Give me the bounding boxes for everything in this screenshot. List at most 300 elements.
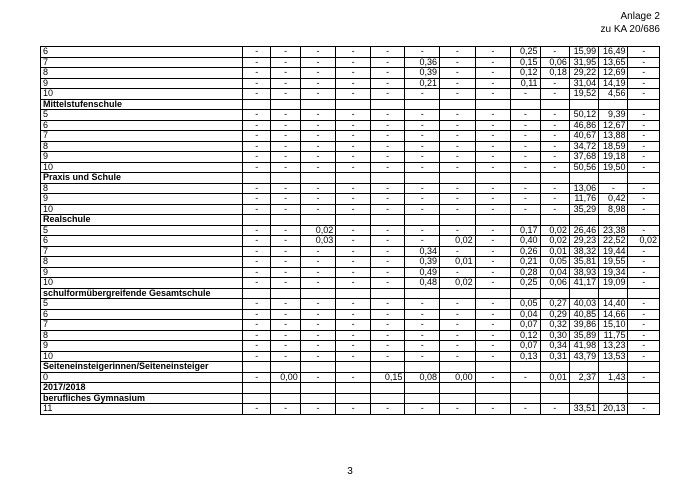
empty-cell [540,173,569,184]
empty-cell [243,393,271,404]
table-cell: 0,02 [440,278,476,289]
table-cell: 13,53 [599,351,628,362]
empty-cell [511,383,540,394]
empty-cell [243,215,271,226]
row-label: 8 [41,330,243,341]
table-cell: - [300,267,336,278]
table-cell: - [300,372,336,383]
row-label: 8 [41,68,243,79]
table-cell: 23,38 [599,225,628,236]
empty-cell [440,383,476,394]
table-cell: - [440,404,476,415]
table-cell: - [370,131,405,142]
table-cell: 0,48 [405,278,440,289]
table-cell: - [440,341,476,352]
table-cell: - [271,267,300,278]
table-cell: - [243,257,271,268]
table-cell: - [628,141,660,152]
row-label: 5 [41,225,243,236]
empty-cell [336,288,371,299]
empty-cell [569,288,598,299]
table-cell: - [243,225,271,236]
table-cell: - [540,194,569,205]
table-cell: - [628,225,660,236]
table-cell: 50,56 [569,162,598,173]
table-row [41,299,660,310]
table-cell: - [475,246,511,257]
table-cell: - [300,141,336,152]
row-label: 11 [41,404,243,415]
table-cell: - [271,110,300,121]
empty-cell [405,173,440,184]
table-cell: - [243,351,271,362]
table-cell: - [271,351,300,362]
empty-cell [440,393,476,404]
table-row [41,404,660,415]
table-cell: - [628,257,660,268]
empty-cell [370,215,405,226]
table-cell: - [370,152,405,163]
row-label: 7 [41,246,243,257]
table-cell: - [475,162,511,173]
table-cell: 14,19 [599,78,628,89]
table-row [41,267,660,278]
table-cell: 0,34 [405,246,440,257]
table-cell: - [511,204,540,215]
table-cell: 38,93 [569,267,598,278]
table-cell: 15,99 [569,47,598,58]
empty-cell [628,383,660,394]
table-cell: - [243,47,271,58]
table-cell: - [243,236,271,247]
table-cell: - [511,110,540,121]
table-cell: 0,27 [540,299,569,310]
attachment-reference: zu KA 20/686 [600,24,660,35]
section-heading: berufliches Gymnasium [41,393,243,404]
table-cell: - [370,57,405,68]
page-number: 3 [347,466,353,477]
table-cell: - [540,120,569,131]
table-cell: - [440,47,476,58]
table-cell: - [271,246,300,257]
empty-cell [243,99,271,110]
empty-cell [540,99,569,110]
table-cell: - [300,341,336,352]
table-cell: - [271,299,300,310]
table-row [41,257,660,268]
table-cell: - [628,120,660,131]
table-row [41,225,660,236]
empty-cell [271,393,300,404]
row-label: 5 [41,110,243,121]
row-label: 9 [41,267,243,278]
empty-cell [540,215,569,226]
table-cell: - [300,351,336,362]
empty-cell [511,393,540,404]
table-row [41,141,660,152]
table-cell: - [370,257,405,268]
table-cell: - [370,236,405,247]
row-label: 7 [41,131,243,142]
table-row [41,47,660,58]
section-heading: Praxis und Schule [41,173,243,184]
table-cell: - [370,330,405,341]
table-cell: 0,31 [540,351,569,362]
table-cell: - [475,278,511,289]
empty-cell [370,362,405,373]
table-cell: - [405,152,440,163]
table-cell: 0,07 [511,320,540,331]
table-cell: - [405,299,440,310]
row-label: 10 [41,162,243,173]
table-cell: - [243,141,271,152]
table-cell: - [475,57,511,68]
table-cell: - [300,204,336,215]
table-cell: 0,02 [440,236,476,247]
row-label: 8 [41,141,243,152]
table-cell: 46,86 [569,120,598,131]
row-label: 10 [41,204,243,215]
table-cell: 33,51 [569,404,598,415]
table-cell: - [300,152,336,163]
table-cell: 0,42 [599,194,628,205]
table-cell: 0,12 [511,330,540,341]
table-cell: - [440,267,476,278]
empty-cell [569,99,598,110]
table-cell: - [370,89,405,100]
row-label: 10 [41,89,243,100]
empty-cell [271,288,300,299]
table-cell: - [300,278,336,289]
table-cell: - [628,110,660,121]
row-label: 7 [41,57,243,68]
empty-cell [440,173,476,184]
table-cell: - [243,309,271,320]
empty-cell [511,362,540,373]
empty-cell [243,173,271,184]
table-cell: - [475,309,511,320]
table-cell: 50,12 [569,110,598,121]
table-cell: - [300,404,336,415]
section-heading-row [41,215,660,226]
table-cell: - [336,404,371,415]
table-cell: - [370,341,405,352]
empty-cell [599,99,628,110]
table-cell: 40,85 [569,309,598,320]
empty-cell [243,288,271,299]
table-cell: 0,15 [511,57,540,68]
table-cell: - [405,204,440,215]
table-cell: 0,28 [511,267,540,278]
table-cell: 0,29 [540,309,569,320]
table-cell: - [475,330,511,341]
table-cell: - [271,341,300,352]
table-cell: 0,00 [271,372,300,383]
empty-cell [440,215,476,226]
table-cell: 34,72 [569,141,598,152]
table-cell: - [405,341,440,352]
table-cell: - [475,78,511,89]
table-cell: - [628,341,660,352]
table-cell: 39,86 [569,320,598,331]
table-cell: 41,17 [569,278,598,289]
table-cell: - [511,152,540,163]
table-cell: - [271,68,300,79]
section-heading-row [41,393,660,404]
table-row [41,341,660,352]
table-cell: 2,37 [569,372,598,383]
table-cell: 0,12 [511,68,540,79]
empty-cell [628,173,660,184]
table-cell: - [628,278,660,289]
table-cell: - [271,162,300,173]
row-label: 9 [41,194,243,205]
empty-cell [243,362,271,373]
table-cell: - [440,89,476,100]
empty-cell [336,393,371,404]
table-cell: - [271,236,300,247]
table-cell: - [440,299,476,310]
table-cell: 0,07 [511,341,540,352]
empty-cell [336,383,371,394]
table-cell: - [628,68,660,79]
table-row [41,330,660,341]
table-cell: - [628,309,660,320]
table-cell: - [271,78,300,89]
table-cell: - [628,131,660,142]
table-cell: - [475,341,511,352]
table-cell: - [475,183,511,194]
empty-cell [511,173,540,184]
table-cell: - [511,372,540,383]
empty-cell [271,99,300,110]
table-cell: - [243,341,271,352]
table-cell: 0,01 [440,257,476,268]
empty-cell [300,362,336,373]
table-cell: - [336,204,371,215]
empty-cell [540,362,569,373]
table-cell: - [271,320,300,331]
table-cell: - [243,330,271,341]
empty-cell [440,99,476,110]
table-cell: - [300,299,336,310]
table-cell: 0,13 [511,351,540,362]
table-cell: - [336,320,371,331]
table-cell: - [440,152,476,163]
empty-cell [475,215,511,226]
empty-cell [628,362,660,373]
table-cell: - [271,131,300,142]
table-cell: 37,68 [569,152,598,163]
empty-cell [300,393,336,404]
table-cell: - [440,68,476,79]
table-row [41,162,660,173]
row-label: 6 [41,47,243,58]
empty-cell [243,383,271,394]
table-cell: - [475,320,511,331]
table-cell: - [475,257,511,268]
table-cell: - [243,78,271,89]
table-cell: - [475,372,511,383]
table-cell: - [440,120,476,131]
table-cell: - [405,131,440,142]
table-cell: - [336,309,371,320]
table-cell: - [300,257,336,268]
table-cell: 40,03 [569,299,598,310]
table-cell: 0,15 [370,372,405,383]
table-cell: - [271,278,300,289]
table-cell: - [628,351,660,362]
section-heading: Seiteneinsteigerinnen/Seiteneinsteiger [41,362,243,373]
table-cell: - [628,404,660,415]
table-cell: - [511,120,540,131]
year-heading: 2017/2018 [41,383,243,394]
table-cell: - [300,68,336,79]
table-cell: - [628,183,660,194]
table-cell: - [271,404,300,415]
table-cell: - [300,194,336,205]
row-label: 10 [41,351,243,362]
empty-cell [300,173,336,184]
table-cell: - [511,404,540,415]
empty-cell [440,288,476,299]
table-cell: - [243,267,271,278]
table-cell: - [405,330,440,341]
table-cell: - [271,183,300,194]
table-cell: 11,76 [569,194,598,205]
empty-cell [370,288,405,299]
empty-cell [336,215,371,226]
table-cell: - [370,47,405,58]
table-cell: 11,75 [599,330,628,341]
table-cell: - [440,351,476,362]
table-cell: - [336,194,371,205]
table-cell: - [271,89,300,100]
table-cell: - [511,89,540,100]
table-row [41,204,660,215]
table-cell: 4,56 [599,89,628,100]
table-cell: - [370,183,405,194]
table-cell: - [475,225,511,236]
table-cell: 31,95 [569,57,598,68]
table-cell: - [336,47,371,58]
table-cell: 8,98 [599,204,628,215]
empty-cell [475,383,511,394]
empty-cell [599,383,628,394]
table-cell: - [440,246,476,257]
table-row [41,120,660,131]
table-cell: - [628,162,660,173]
table-cell: 13,06 [569,183,598,194]
table-cell: - [405,225,440,236]
table-cell: - [271,194,300,205]
row-label: 5 [41,299,243,310]
empty-cell [370,173,405,184]
table-row [41,236,660,247]
table-row [41,110,660,121]
table-cell: - [300,320,336,331]
empty-cell [271,173,300,184]
table-cell: - [336,183,371,194]
table-cell: 19,44 [599,246,628,257]
table-cell: - [370,225,405,236]
table-row [41,246,660,257]
table-cell: - [300,120,336,131]
table-cell: - [336,120,371,131]
table-cell: - [336,278,371,289]
table-cell: - [475,152,511,163]
empty-cell [300,383,336,394]
table-cell: - [336,225,371,236]
empty-cell [628,99,660,110]
table-body [41,47,660,415]
table-cell: - [405,194,440,205]
table-cell: - [271,120,300,131]
table-cell: - [300,57,336,68]
table-cell: - [628,89,660,100]
table-cell: - [440,309,476,320]
empty-cell [628,288,660,299]
table-row [41,57,660,68]
table-cell: - [300,78,336,89]
table-cell: - [440,57,476,68]
table-cell: 38,32 [569,246,598,257]
table-cell: - [475,351,511,362]
table-cell: - [540,47,569,58]
table-cell: 14,40 [599,299,628,310]
empty-cell [569,362,598,373]
table-cell: - [475,89,511,100]
table-cell: - [475,267,511,278]
empty-cell [370,383,405,394]
table-cell: - [440,320,476,331]
table-cell: - [370,194,405,205]
table-cell: - [370,110,405,121]
table-cell: - [336,141,371,152]
empty-cell [300,99,336,110]
table-cell: - [628,194,660,205]
table-row [41,78,660,89]
table-cell: - [440,183,476,194]
table-cell: - [540,110,569,121]
table-cell: - [475,110,511,121]
table-cell: - [405,110,440,121]
table-cell: - [243,320,271,331]
empty-cell [569,393,598,404]
table-cell: 0,02 [540,236,569,247]
year-heading-row [41,383,660,394]
statistics-table [40,46,660,415]
empty-cell [540,383,569,394]
table-cell: 43,79 [569,351,598,362]
table-cell: 0,06 [540,278,569,289]
section-heading-row [41,362,660,373]
table-cell: - [243,194,271,205]
table-row [41,68,660,79]
table-cell: - [370,78,405,89]
table-cell: - [628,372,660,383]
table-cell: - [405,141,440,152]
table-cell: - [440,162,476,173]
row-label: 8 [41,257,243,268]
table-cell: - [300,162,336,173]
table-cell: - [336,57,371,68]
section-heading-row [41,173,660,184]
table-cell: 35,29 [569,204,598,215]
table-cell: - [370,309,405,320]
section-heading: Realschule [41,215,243,226]
table-cell: 0,03 [300,236,336,247]
